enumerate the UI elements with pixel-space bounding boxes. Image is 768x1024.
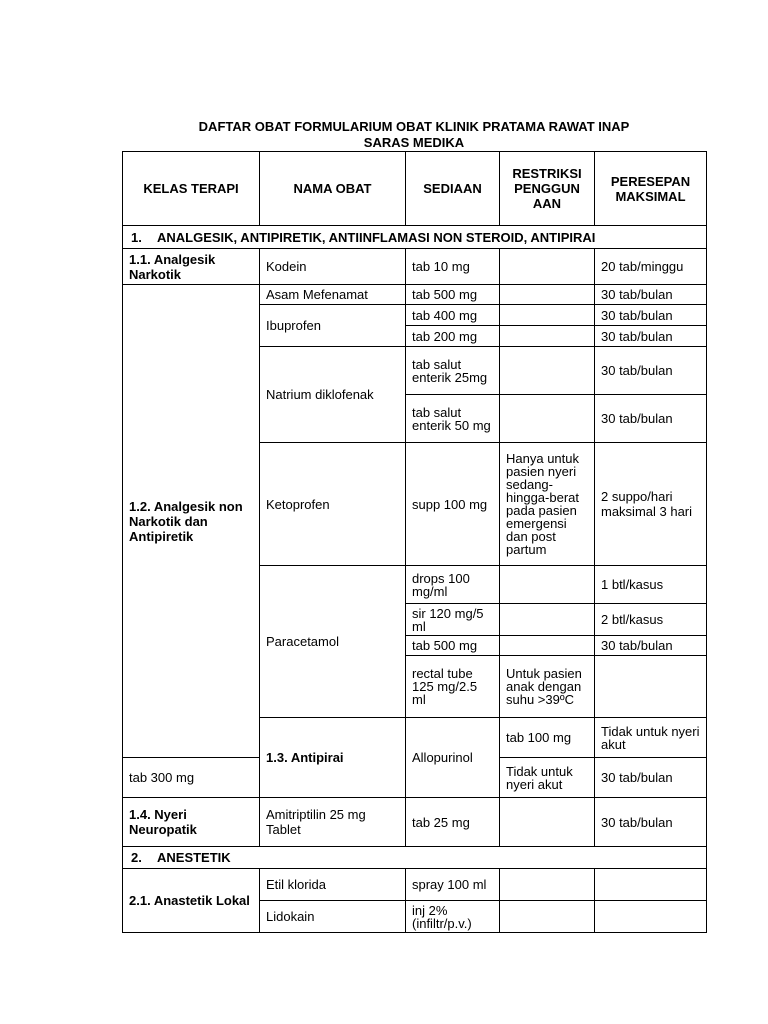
nama-obat-cell: Kodein <box>260 249 406 285</box>
peresepan-cell: 2 btl/kasus <box>595 604 707 636</box>
restriksi-cell <box>500 395 595 443</box>
peresepan-cell <box>595 869 707 901</box>
nama-obat-cell: Lidokain <box>260 901 406 933</box>
restriksi-cell: Tidak untuk nyeri akut <box>500 758 595 798</box>
nama-obat-cell: Amitriptilin 25 mg Tablet <box>260 798 406 847</box>
kelas-terapi-cell: 1.1. Analgesik Narkotik <box>123 249 260 285</box>
nama-obat-cell: Asam Mefenamat <box>260 285 406 305</box>
sediaan-cell: supp 100 mg <box>406 443 500 566</box>
sediaan-cell: rectal tube 125 mg/2.5 ml <box>406 656 500 718</box>
peresepan-cell: 2 suppo/hari maksimal 3 hari <box>595 443 707 566</box>
sediaan-cell: tab salut enterik 50 mg <box>406 395 500 443</box>
restriksi-cell <box>500 285 595 305</box>
table-row <box>123 869 707 901</box>
peresepan-cell: 1 btl/kasus <box>595 566 707 604</box>
peresepan-cell: 20 tab/minggu <box>595 249 707 285</box>
restriksi-cell <box>500 305 595 326</box>
sediaan-cell: tab 500 mg <box>406 285 500 305</box>
sediaan-cell: tab 100 mg <box>500 718 595 758</box>
header-restriksi: RESTRIKSI PENGGUN AAN <box>500 152 595 226</box>
kelas-terapi-cell: 1.3. Antipirai <box>260 718 406 798</box>
header-sediaan: SEDIAAN <box>406 152 500 226</box>
peresepan-cell: 30 tab/bulan <box>595 395 707 443</box>
sediaan-cell: tab 25 mg <box>406 798 500 847</box>
restriksi-cell <box>500 566 595 604</box>
header-nama-obat: NAMA OBAT <box>260 152 406 226</box>
restriksi-cell <box>500 326 595 347</box>
section-2-number: 2. <box>131 850 142 865</box>
section-1-label: ANALGESIK, ANTIPIRETIK, ANTIINFLAMASI NON STEROID, ANTIPIRAI <box>157 229 596 245</box>
sediaan-cell: spray 100 ml <box>406 869 500 901</box>
page-title <box>122 119 706 151</box>
restriksi-cell <box>500 798 595 847</box>
nama-obat-cell: Natrium diklofenak <box>260 347 406 443</box>
sediaan-cell: inj 2% (infiltr/p.v.) <box>406 901 500 933</box>
restriksi-cell <box>500 636 595 656</box>
peresepan-cell: 30 tab/bulan <box>595 326 707 347</box>
formulary-table <box>122 151 707 933</box>
sediaan-cell: tab 200 mg <box>406 326 500 347</box>
peresepan-cell: 30 tab/bulan <box>595 798 707 847</box>
sediaan-cell: drops 100 mg/ml <box>406 566 500 604</box>
restriksi-cell: Tidak untuk nyeri akut <box>595 718 707 758</box>
title-line-2: SARAS MEDIKA <box>363 135 465 150</box>
section-1-number: 1. <box>131 229 142 245</box>
nama-obat-cell: Ketoprofen <box>260 443 406 566</box>
nama-obat-cell: Paracetamol <box>260 566 406 718</box>
sediaan-cell: tab 10 mg <box>406 249 500 285</box>
nama-obat-cell: Ibuprofen <box>260 305 406 347</box>
sediaan-cell: tab 500 mg <box>406 636 500 656</box>
section-row-2 <box>123 847 707 869</box>
peresepan-cell <box>595 656 707 718</box>
table-row <box>123 285 707 305</box>
kelas-terapi-cell: 1.2. Analgesik non Narkotik dan Antipiretik <box>123 285 260 758</box>
header-peresepan: PERESEPAN MAKSIMAL <box>595 152 707 226</box>
peresepan-cell: 30 tab/bulan <box>595 636 707 656</box>
header-row <box>123 152 707 226</box>
table-row <box>123 798 707 847</box>
header-kelas-terapi: KELAS TERAPI <box>123 152 260 226</box>
section-2-label: ANESTETIK <box>157 850 231 865</box>
nama-obat-cell: Etil klorida <box>260 869 406 901</box>
kelas-terapi-cell: 1.4. Nyeri Neuropatik <box>123 798 260 847</box>
sediaan-cell: tab salut enterik 25mg <box>406 347 500 395</box>
sediaan-cell: sir 120 mg/5 ml <box>406 604 500 636</box>
peresepan-cell: 30 tab/bulan <box>595 285 707 305</box>
sediaan-cell: tab 300 mg <box>123 758 260 798</box>
restriksi-cell: Hanya untuk pasien nyeri sedang-hingga-berat pada pasien emergensi dan post partum <box>500 443 595 566</box>
restriksi-cell: Untuk pasien anak dengan suhu >39ºC <box>500 656 595 718</box>
restriksi-cell <box>500 901 595 933</box>
kelas-terapi-cell: 2.1. Anastetik Lokal <box>123 869 260 933</box>
peresepan-cell <box>595 901 707 933</box>
restriksi-cell <box>500 249 595 285</box>
title-line-1: DAFTAR OBAT FORMULARIUM OBAT KLINIK PRATAMA RAWAT INAP <box>198 119 630 134</box>
peresepan-cell: 30 tab/bulan <box>595 347 707 395</box>
nama-obat-cell: Allopurinol <box>406 718 500 798</box>
restriksi-cell <box>500 347 595 395</box>
restriksi-cell <box>500 604 595 636</box>
sediaan-cell: tab 400 mg <box>406 305 500 326</box>
peresepan-cell: 30 tab/bulan <box>595 305 707 326</box>
restriksi-cell <box>500 869 595 901</box>
table-row <box>123 249 707 285</box>
peresepan-cell: 30 tab/bulan <box>595 758 707 798</box>
section-row-1 <box>123 226 707 249</box>
